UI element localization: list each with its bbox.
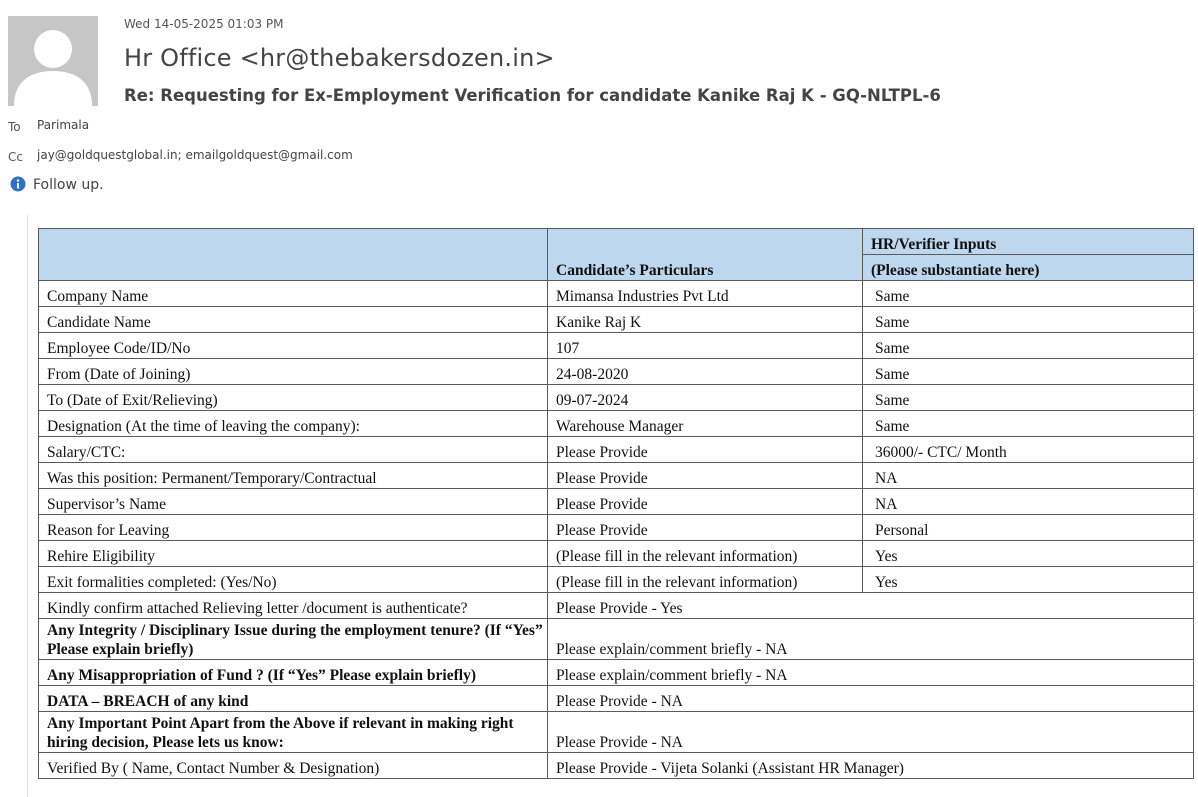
- table-row: [39, 333, 1194, 359]
- row-value: Please explain/comment briefly - NA: [548, 619, 1194, 660]
- candidate-value: 09-07-2024: [548, 385, 863, 411]
- table-row: [39, 753, 1194, 779]
- candidate-value: 107: [548, 333, 863, 359]
- table-row: [39, 660, 1194, 686]
- verifier-value: Same: [863, 385, 1194, 411]
- table-row: [39, 359, 1194, 385]
- row-label: Any Important Point Apart from the Above if relevant in making right hiring decision, Please lets us know:: [39, 712, 548, 753]
- header-verifier-inputs: HR/Verifier Inputs: [863, 229, 1194, 255]
- row-label: Kindly confirm attached Relieving letter /document is authenticate?: [39, 593, 548, 619]
- row-label: Company Name: [39, 281, 548, 307]
- table-row: [39, 686, 1194, 712]
- table-row: [39, 385, 1194, 411]
- candidate-value: (Please fill in the relevant information): [548, 567, 863, 593]
- table-row: [39, 619, 1194, 660]
- row-label: Supervisor’s Name: [39, 489, 548, 515]
- row-label: Verified By ( Name, Contact Number & Designation): [39, 753, 548, 779]
- candidate-value: Please Provide: [548, 463, 863, 489]
- row-label: Any Integrity / Disciplinary Issue during the employment tenure? (If “Yes” Please explain briefly): [39, 619, 548, 660]
- candidate-value: Please Provide: [548, 489, 863, 515]
- header-blank-cell: [39, 229, 548, 281]
- table-row: [39, 541, 1194, 567]
- table-row: [39, 307, 1194, 333]
- candidate-value: (Please fill in the relevant information): [548, 541, 863, 567]
- row-label: Designation (At the time of leaving the company):: [39, 411, 548, 437]
- row-label: DATA – BREACH of any kind: [39, 686, 548, 712]
- cc-label: Cc: [8, 150, 23, 164]
- to-label: To: [8, 120, 21, 134]
- verifier-value: Same: [863, 411, 1194, 437]
- row-label: Any Misappropriation of Fund ? (If “Yes” Please explain briefly): [39, 660, 548, 686]
- verifier-value: NA: [863, 489, 1194, 515]
- cc-recipients[interactable]: jay@goldquestglobal.in; emailgoldquest@gmail.com: [37, 148, 353, 162]
- table-row: [39, 515, 1194, 541]
- verifier-value: NA: [863, 463, 1194, 489]
- row-value: Please explain/comment briefly - NA: [548, 660, 1194, 686]
- table-row: [39, 489, 1194, 515]
- table-row: [39, 437, 1194, 463]
- follow-up-flag: Follow up.: [33, 177, 104, 193]
- candidate-value: Please Provide: [548, 437, 863, 463]
- row-value: Please Provide - Yes: [548, 593, 1194, 619]
- person-silhouette-icon: [8, 16, 98, 106]
- table-header-row: [39, 229, 1194, 255]
- candidate-value: Warehouse Manager: [548, 411, 863, 437]
- quote-bar: [27, 215, 28, 797]
- table-row: [39, 281, 1194, 307]
- table-row: [39, 411, 1194, 437]
- verifier-value: Same: [863, 359, 1194, 385]
- info-icon: [10, 176, 26, 192]
- row-label: Candidate Name: [39, 307, 548, 333]
- row-label: Rehire Eligibility: [39, 541, 548, 567]
- table-row: [39, 712, 1194, 753]
- verifier-value: Yes: [863, 567, 1194, 593]
- header-substantiate: (Please substantiate here): [863, 255, 1194, 281]
- email-date: Wed 14-05-2025 01:03 PM: [124, 17, 284, 31]
- email-subject: Re: Requesting for Ex-Employment Verification for candidate Kanike Raj K - GQ-NLTPL-6: [124, 86, 941, 105]
- candidate-value: 24-08-2020: [548, 359, 863, 385]
- verifier-value: Same: [863, 333, 1194, 359]
- candidate-value: Mimansa Industries Pvt Ltd: [548, 281, 863, 307]
- row-label: Reason for Leaving: [39, 515, 548, 541]
- row-value: Please Provide - NA: [548, 712, 1194, 753]
- sender-name[interactable]: Hr Office <hr@thebakersdozen.in>: [124, 44, 555, 72]
- row-label: Employee Code/ID/No: [39, 333, 548, 359]
- row-label: From (Date of Joining): [39, 359, 548, 385]
- header-candidate-particulars: Candidate’s Particulars: [548, 229, 863, 281]
- table-row: [39, 593, 1194, 619]
- row-label: Was this position: Permanent/Temporary/Contractual: [39, 463, 548, 489]
- verifier-value: Same: [863, 307, 1194, 333]
- table-row: [39, 463, 1194, 489]
- verifier-value: Same: [863, 281, 1194, 307]
- verifier-value: Yes: [863, 541, 1194, 567]
- verifier-value: Personal: [863, 515, 1194, 541]
- row-label: Salary/CTC:: [39, 437, 548, 463]
- to-recipient[interactable]: Parimala: [37, 118, 90, 132]
- verifier-value: 36000/- CTC/ Month: [863, 437, 1194, 463]
- row-label: To (Date of Exit/Relieving): [39, 385, 548, 411]
- verification-table: [38, 228, 1194, 779]
- candidate-value: Please Provide: [548, 515, 863, 541]
- row-value: Please Provide - NA: [548, 686, 1194, 712]
- row-value: Please Provide - Vijeta Solanki (Assistant HR Manager): [548, 753, 1194, 779]
- table-row: [39, 567, 1194, 593]
- candidate-value: Kanike Raj K: [548, 307, 863, 333]
- sender-avatar: [8, 16, 98, 106]
- row-label: Exit formalities completed: (Yes/No): [39, 567, 548, 593]
